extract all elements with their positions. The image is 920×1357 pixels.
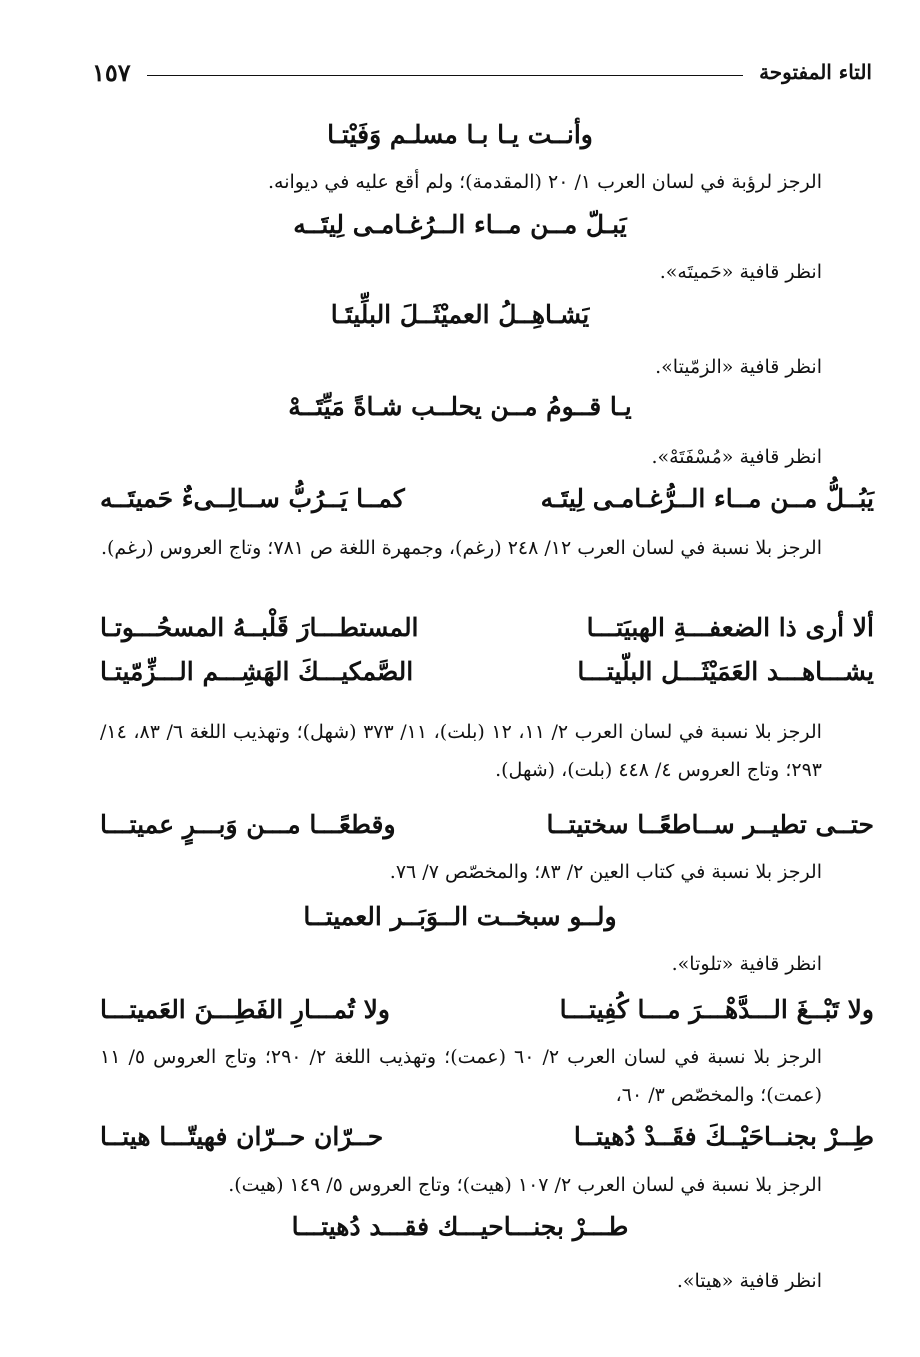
verse-line: ولــو سبخــت الــوَبَــر العميتــا: [303, 902, 617, 931]
verse-line: وأنــت يـا بـا مسلـم وَفَيْتـا: [327, 120, 593, 149]
verse-hemistich-right: حتــى تطيــر ســاطعًــا سختيتــا: [546, 810, 874, 839]
verse-hemistich-left: المستطـــارَ قَلْبــهُ المسحُـــوتـا: [100, 613, 419, 642]
verse-hemistich-left: الصَّمكيـــكَ الهَشِـــم الـــزِّمّيتـا: [100, 657, 414, 686]
note: الرجز بلا نسبة في لسان العرب ٢/ ١٠٧ (هيت)؛ وتاج العروس ٥/ ١٤٩ (هيت).: [228, 1174, 822, 1196]
verse-pair: [100, 484, 874, 513]
verse-pair: [100, 657, 874, 686]
page-number: ١٥٧: [92, 57, 131, 87]
note: انظر قافية «مُسْفَتَهْ».: [651, 446, 822, 468]
chapter-title: التاء المفتوحة: [759, 60, 872, 84]
verse-hemistich-right: ولا تَبْــغَ الـــدَّهْـــرَ مـــا كُفِيتـــا: [559, 995, 874, 1024]
verse-hemistich-left: وقطعًـــا مـــن وَبـــرٍ عميتـــا: [100, 810, 396, 839]
verse-pair: [100, 1122, 874, 1151]
header-rule: [147, 75, 743, 76]
verse-line: يـا قــومُ مــن يحلــب شـاةً مَيِّتَــهْ: [288, 392, 632, 421]
note: الرجز بلا نسبة في لسان العرب ٢/ ٦٠ (عمت)؛ وتهذيب اللغة ٢/ ٢٩٠؛ وتاج العروس ٥/ ١١ (عمت)؛ والمخصّص ٣/ ٦٠،: [100, 1046, 822, 1106]
verse-hemistich-right: طِــرْ بجنــاحَيْــكَ فقَــدْ دُهيتــا: [573, 1122, 874, 1151]
verse-hemistich-left: كمــا يَــرُبُّ ســالِــىءٌ حَميتَــه: [100, 484, 405, 513]
verse-hemistich-right: يشـــاهـــد العَمَيْثَـــل البلّيتـــا: [577, 657, 874, 686]
note: الرجز بلا نسبة في كتاب العين ٢/ ٨٣؛ والمخصّص ٧/ ٧٦.: [389, 861, 822, 883]
verse-pair: [100, 613, 874, 642]
verse-hemistich-left: ولا تُمـــارِ الفَطِـــنَ العَميتـــا: [100, 995, 390, 1024]
verse-pair: [100, 995, 874, 1024]
note: الرجز لرؤبة في لسان العرب ١/ ٢٠ (المقدمة)؛ ولم أقع عليه في ديوانه.: [267, 171, 822, 193]
verse-pair: [100, 810, 874, 839]
note: انظر قافية «حَميتَه».: [659, 261, 822, 283]
verse-line: يَبـلّ مــن مــاء الــرُغـامـى لِيتَــه: [293, 210, 627, 239]
page-header: [92, 52, 872, 92]
verse-line: يَشـاهِــلُ العميْثَــلَ البلِّيتَـا: [330, 300, 590, 329]
verse-hemistich-right: ألا أرى ذا الضعفـــةِ الهبيَتـــا: [586, 613, 874, 642]
verse-line: طـــرْ بجنـــاحيـــك فقـــد دُهيتـــا: [291, 1212, 629, 1241]
note: انظر قافية «الزمّيتا».: [655, 356, 822, 378]
note: الرجز بلا نسبة في لسان العرب ١٢/ ٢٤٨ (رغم)، وجمهرة اللغة ص ٧٨١؛ وتاج العروس (رغم).: [100, 537, 822, 559]
note: الرجز بلا نسبة في لسان العرب ٢/ ١١، ١٢ (بلت)، ١١/ ٣٧٣ (شهل)؛ وتهذيب اللغة ٦/ ٨٣، ١٤/ ٢٩٣؛ وتاج العروس ٤/ ٤٤٨ (بلت)، (شهل).: [100, 721, 822, 781]
verse-hemistich-left: حــرّان حــرّان فهيتّـــا هيتــا: [100, 1122, 384, 1151]
note: انظر قافية «تلوتا».: [671, 953, 822, 975]
verse-hemistich-right: يَبُــلُّ مــن مــاء الــرُّغـامـى لِيتَـه: [540, 484, 874, 513]
note: انظر قافية «هيتا».: [676, 1270, 822, 1292]
